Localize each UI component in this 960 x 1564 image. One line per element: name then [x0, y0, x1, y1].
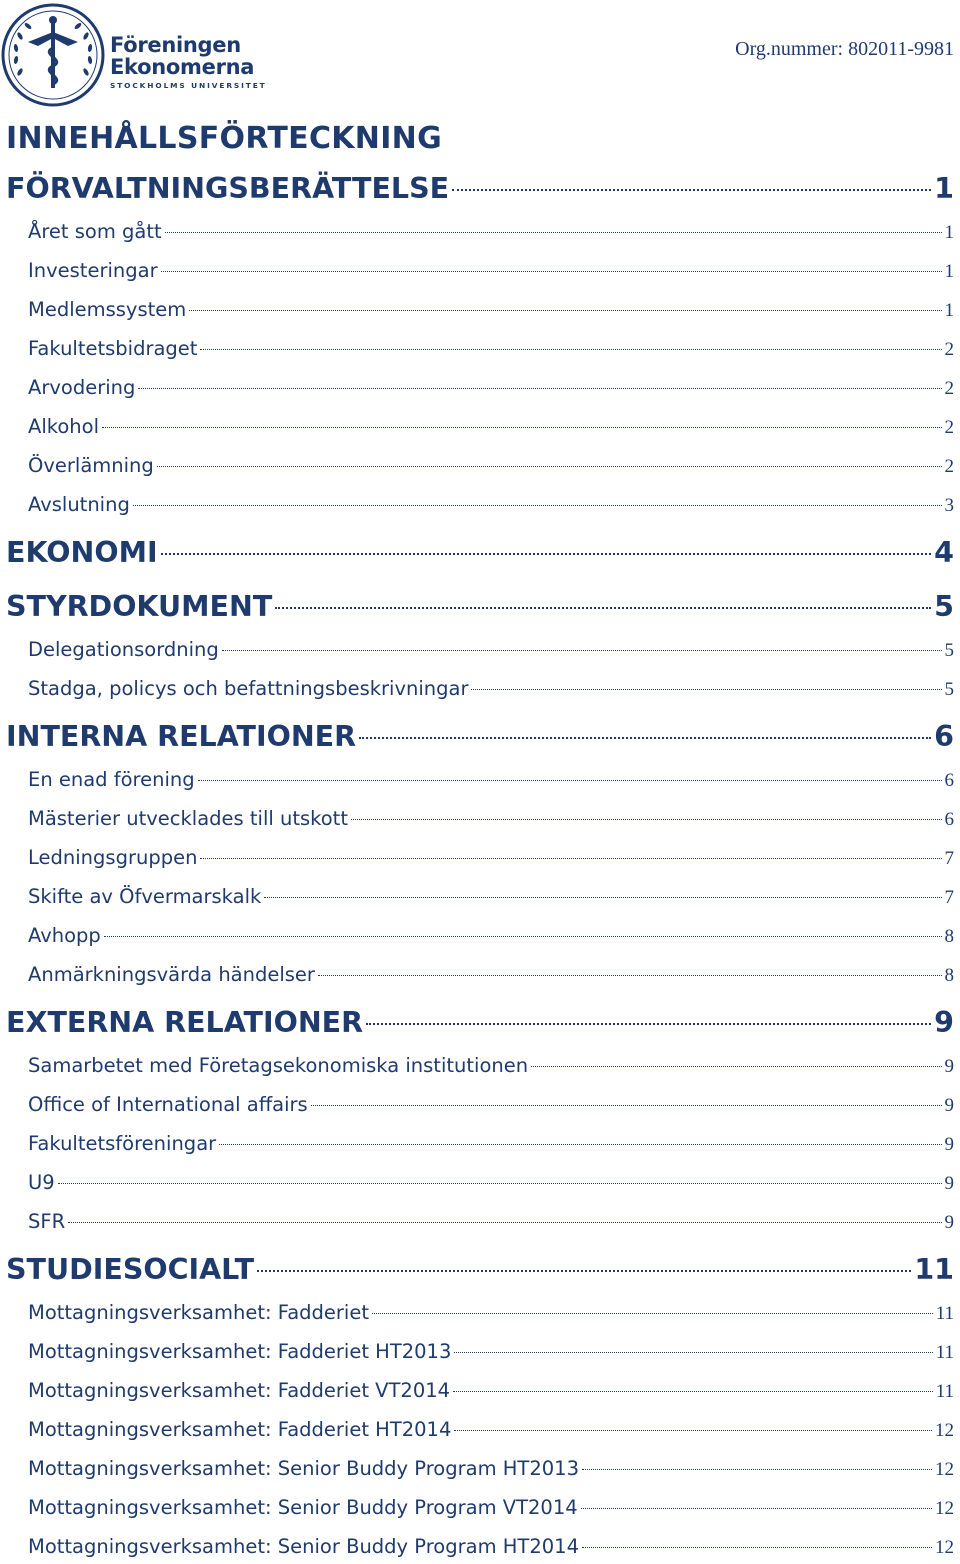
- toc-entry-page-number: 7: [944, 887, 954, 908]
- toc-entry-page-number: 6: [934, 720, 954, 753]
- toc-entry-page-number: 7: [944, 848, 954, 869]
- toc-subsection-entry[interactable]: [0, 638, 960, 662]
- toc-subsection-entry[interactable]: [0, 1340, 960, 1364]
- toc-dot-leader: [275, 606, 931, 609]
- toc-entry-title: Office of International affairs: [28, 1093, 308, 1116]
- toc-dot-leader: [198, 779, 942, 781]
- page-header: [0, 0, 960, 112]
- toc-subsection-entry[interactable]: [0, 1379, 960, 1403]
- org-number: Org.nummer: 802011-9981: [735, 38, 954, 60]
- toc-entry-title: Fakultetsföreningar: [28, 1132, 217, 1155]
- brand-subtitle: STOCKHOLMS UNIVERSITET: [110, 81, 267, 90]
- brand-name: [110, 34, 267, 90]
- toc-dot-leader: [582, 1546, 932, 1548]
- toc-entry-page-number: 9: [944, 1056, 954, 1077]
- toc-entry-page-number: 3: [944, 495, 954, 516]
- toc-section-entry[interactable]: [0, 1006, 960, 1039]
- toc-entry-page-number: 5: [934, 590, 954, 623]
- toc-dot-leader: [582, 1468, 932, 1470]
- toc-entry-title: STUDIESOCIALT: [6, 1253, 255, 1286]
- toc-dot-leader: [351, 818, 942, 820]
- toc-entry-title: EXTERNA RELATIONER: [6, 1006, 364, 1039]
- toc-entry-title: Samarbetet med Företagsekonomiska institutionen: [28, 1054, 529, 1077]
- toc-title: INNEHÅLLSFÖRTECKNING: [6, 121, 443, 156]
- toc-entry-title: Medlemssystem: [28, 298, 187, 321]
- toc-subsection-entry[interactable]: [0, 220, 960, 244]
- toc-entry-title: U9: [28, 1171, 55, 1194]
- toc-section-entry[interactable]: [0, 172, 960, 205]
- toc-dot-leader: [189, 309, 941, 311]
- toc-entry-page-number: 5: [944, 640, 954, 661]
- toc-entry-page-number: 1: [934, 172, 954, 205]
- toc-dot-leader: [161, 552, 932, 555]
- toc-subsection-entry[interactable]: [0, 337, 960, 361]
- toc-dot-leader: [58, 1182, 942, 1184]
- brand-line-2: Ekonomerna: [110, 55, 255, 79]
- toc-entry-page-number: 11: [914, 1253, 954, 1286]
- toc-subsection-entry[interactable]: [0, 1457, 960, 1481]
- toc-entry-title: Investeringar: [28, 259, 158, 282]
- toc-entry-title: Anmärkningsvärda händelser: [28, 963, 315, 986]
- toc-subsection-entry[interactable]: [0, 1132, 960, 1156]
- toc-subsection-entry[interactable]: [0, 807, 960, 831]
- toc-dot-leader: [453, 1390, 933, 1392]
- toc-dot-leader: [219, 1143, 941, 1145]
- toc-dot-leader: [318, 974, 942, 976]
- toc-dot-leader: [200, 857, 941, 859]
- toc-section-entry[interactable]: [0, 590, 960, 623]
- toc-entry-page-number: 6: [944, 809, 954, 830]
- toc-subsection-entry[interactable]: [0, 415, 960, 439]
- toc-entry-page-number: 9: [944, 1212, 954, 1233]
- toc-entry-page-number: 2: [944, 339, 954, 360]
- toc-entry-title: Mottagningsverksamhet: Fadderiet HT2013: [28, 1340, 452, 1363]
- toc-section-entry[interactable]: [0, 1253, 960, 1286]
- toc-entry-page-number: 11: [935, 1342, 954, 1363]
- toc-subsection-entry[interactable]: [0, 1054, 960, 1078]
- toc-subsection-entry[interactable]: [0, 924, 960, 948]
- toc-dot-leader: [200, 348, 941, 350]
- toc-entry-page-number: 1: [944, 300, 954, 321]
- toc-dot-leader: [161, 270, 942, 272]
- toc-entry-title: FÖRVALTNINGSBERÄTTELSE: [6, 172, 450, 205]
- toc-entry-page-number: 2: [944, 456, 954, 477]
- toc-entry-title: Året som gått: [28, 220, 162, 243]
- toc-subsection-entry[interactable]: [0, 1301, 960, 1325]
- toc-entry-title: STYRDOKUMENT: [6, 590, 273, 623]
- toc-subsection-entry[interactable]: [0, 1171, 960, 1195]
- toc-subsection-entry[interactable]: [0, 1418, 960, 1442]
- toc-entry-title: Överlämning: [28, 454, 154, 477]
- toc-subsection-entry[interactable]: [0, 493, 960, 517]
- toc-dot-leader: [102, 426, 942, 428]
- toc-dot-leader: [471, 688, 941, 690]
- toc-entry-page-number: 1: [944, 222, 954, 243]
- toc-entry-page-number: 9: [944, 1173, 954, 1194]
- toc-entry-title: Stadga, policys och befattningsbeskrivningar: [28, 677, 469, 700]
- toc-entry-title: Mottagningsverksamhet: Fadderiet VT2014: [28, 1379, 451, 1402]
- toc-dot-leader: [311, 1104, 942, 1106]
- toc-entry-title: Mästerier utvecklades till utskott: [28, 807, 348, 830]
- toc-subsection-entry[interactable]: [0, 1210, 960, 1234]
- toc-dot-leader: [133, 504, 942, 506]
- toc-dot-leader: [165, 231, 942, 233]
- toc-dot-leader: [104, 935, 942, 937]
- toc-dot-leader: [359, 736, 931, 739]
- toc-dot-leader: [531, 1065, 941, 1067]
- toc-entry-page-number: 11: [935, 1381, 954, 1402]
- toc-subsection-entry[interactable]: [0, 1093, 960, 1117]
- toc-entry-title: Skifte av Öfvermarskalk: [28, 885, 262, 908]
- toc-subsection-entry[interactable]: [0, 677, 960, 701]
- toc-entry-page-number: 11: [935, 1303, 954, 1324]
- toc-dot-leader: [454, 1429, 932, 1431]
- toc-entry-title: En enad förening: [28, 768, 195, 791]
- toc-entry-page-number: 8: [944, 926, 954, 947]
- toc-dot-leader: [454, 1351, 932, 1353]
- toc-dot-leader: [157, 465, 942, 467]
- toc-entry-title: Mottagningsverksamhet: Senior Buddy Program HT2014: [28, 1535, 579, 1558]
- toc-section-entry[interactable]: [0, 720, 960, 753]
- toc-entry-title: SFR: [28, 1210, 66, 1233]
- toc-dot-leader: [257, 1269, 911, 1272]
- toc-entry-page-number: 12: [935, 1498, 954, 1519]
- toc-entry-title: Avhopp: [28, 924, 101, 947]
- toc-subsection-entry[interactable]: [0, 1535, 960, 1559]
- toc-subsection-entry[interactable]: [0, 885, 960, 909]
- toc-entry-page-number: 6: [944, 770, 954, 791]
- toc-dot-leader: [68, 1221, 941, 1223]
- toc-dot-leader: [581, 1507, 932, 1509]
- toc-entry-title: Mottagningsverksamhet: Senior Buddy Program VT2014: [28, 1496, 578, 1519]
- toc-dot-leader: [366, 1022, 931, 1025]
- toc-entry-title: Delegationsordning: [28, 638, 219, 661]
- toc-dot-leader: [264, 896, 941, 898]
- toc-subsection-entry[interactable]: [0, 1496, 960, 1520]
- toc-entry-title: Mottagningsverksamhet: Senior Buddy Program HT2013: [28, 1457, 579, 1480]
- toc-entry-page-number: 12: [935, 1459, 954, 1480]
- toc-subsection-entry[interactable]: [0, 298, 960, 322]
- toc-dot-leader: [372, 1312, 933, 1314]
- toc-subsection-entry[interactable]: [0, 454, 960, 478]
- toc-subsection-entry[interactable]: [0, 259, 960, 283]
- toc-entry-page-number: 12: [935, 1420, 954, 1441]
- toc-dot-leader: [138, 387, 941, 389]
- toc-entry-page-number: 2: [944, 378, 954, 399]
- toc-entry-title: INTERNA RELATIONER: [6, 720, 357, 753]
- toc-entry-title: Avslutning: [28, 493, 130, 516]
- toc-entry-title: Arvodering: [28, 376, 136, 399]
- toc-entry-page-number: 9: [944, 1134, 954, 1155]
- toc-subsection-entry[interactable]: [0, 963, 960, 987]
- toc-subsection-entry[interactable]: [0, 376, 960, 400]
- toc-entry-title: EKONOMI: [6, 536, 158, 569]
- toc-subsection-entry[interactable]: [0, 846, 960, 870]
- toc-section-entry[interactable]: [0, 536, 960, 569]
- toc-entry-page-number: 9: [934, 1006, 954, 1039]
- toc-entry-page-number: 4: [934, 536, 954, 569]
- toc-entry-title: Fakultetsbidraget: [28, 337, 198, 360]
- toc-entry-title: Alkohol: [28, 415, 99, 438]
- toc-entry-page-number: 2: [944, 417, 954, 438]
- toc-dot-leader: [222, 649, 942, 651]
- toc-entry-page-number: 1: [944, 261, 954, 282]
- toc-entry-title: Mottagningsverksamhet: Fadderiet HT2014: [28, 1418, 452, 1441]
- toc-subsection-entry[interactable]: [0, 768, 960, 792]
- toc-entry-page-number: 9: [944, 1095, 954, 1116]
- toc-entry-page-number: 12: [935, 1537, 954, 1558]
- toc-entry-page-number: 8: [944, 965, 954, 986]
- toc-entry-page-number: 5: [944, 679, 954, 700]
- caduceus-wreath-seal-icon: [0, 2, 106, 108]
- toc-entry-title: Ledningsgruppen: [28, 846, 198, 869]
- brand-line-1: Föreningen: [110, 33, 241, 57]
- toc-entry-title: Mottagningsverksamhet: Fadderiet: [28, 1301, 369, 1324]
- toc-dot-leader: [452, 188, 931, 191]
